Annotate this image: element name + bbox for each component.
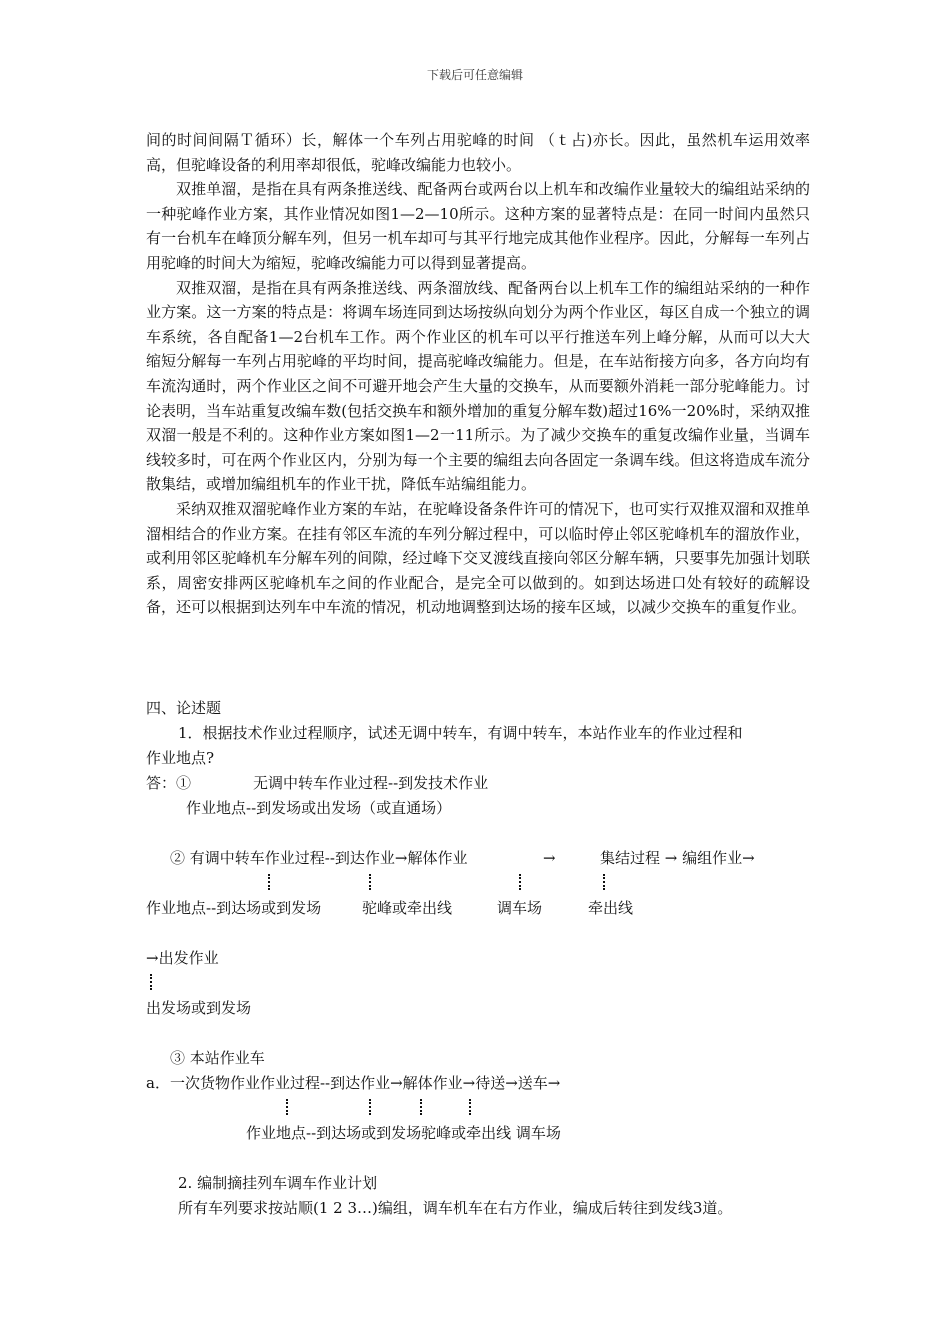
answer-2-location-4: 牵出线: [588, 899, 634, 917]
answer-2-location-3: 调车场: [497, 899, 543, 917]
paragraph-1: 间的时间间隔Ｔ循环）长，解体一个车列占用驼峰的时间 （ｔ占)亦长。因此，虽然机车运用效率高，但驼峰设备的利用率却很低，驼峰改编能力也较小。: [146, 131, 810, 174]
connector-dots: [603, 874, 605, 890]
answer-1-location: 作业地点--到发场或出发场（或直通场）: [186, 799, 452, 817]
question-1-line-1: 1．根据技术作业过程顺序，试述无调中转车，有调中转车，本站作业车的作业过程和: [178, 724, 743, 742]
answer-1-process: 无调中转车作业过程--到发技术作业: [253, 774, 489, 792]
question-2-title: 2. 编制摘挂列车调车作业计划: [178, 1174, 378, 1192]
answer-label: 答：①: [146, 774, 192, 792]
connector-dots: [469, 1099, 471, 1115]
paragraph-4: 采纳双推双溜驼峰作业方案的车站，在驼峰设备条件许可的情况下，也可实行双推双溜和双推单溜相结合的作业方案。在挂有邻区车流的车列分解过程中，可以临时停止邻区驼峰机车的溜放作业，或利用邻区驼峰机车分解车列的间隙，经过峰下交叉渡线直接向邻区分解车辆，只要事先加强计划联系，周密安排两区驼峰机车之间的作业配合，是完全可以做到的。如到达场进口处有较好的疏解设备，还可以根据到达列车中车流的情况，机动地调整到达场的接车区域，以减少交换车的重复作业。: [146, 499, 810, 617]
body-text: [146, 128, 810, 620]
question-2-text: 所有车列要求按站顺(1 2 3…)编组，调车机车在右方作业，编成后转往到发线3道。: [178, 1199, 733, 1217]
answer-2-location-1: 作业地点--到达场或到发场: [146, 899, 322, 917]
connector-dots: [268, 874, 270, 890]
answer-2-continuation-location: 出发场或到发场: [146, 999, 252, 1017]
connector-dots: [369, 874, 371, 890]
connector-dots: [519, 874, 521, 890]
page-header: 下载后可任意编辑: [426, 68, 523, 82]
question-1-line-2: 作业地点?: [146, 749, 215, 767]
paragraph-2: 双推单溜，是指在具有两条推送线、配备两台或两台以上机车和改编作业量较大的编组站采纳的一种驼峰作业方案，其作业情况如图1—2—10所示。这种方案的显著特点是：在同一时间内虽然只有一台机车在峰顶分解车列，但另一机车却可与其平行地完成其他作业程序。因此，分解每一车列占用驼峰的时间大为缩短，驼峰改编能力可以得到显著提高。: [146, 180, 810, 272]
answer-2-continuation: →出发作业: [146, 949, 219, 967]
paragraph-3: 双推双溜，是指在具有两条推送线、两条溜放线、配备两台以上机车工作的编组站采纳的一种作业方案。这一方案的特点是：将调车场连同到达场按纵向划分为两个作业区，每区自成一个独立的调车系统，各自配备1—2台机车工作。两个作业区的机车可以平行推送车列上峰分解，从而可以大大缩短分解每一车列占用驼峰的平均时间，提高驼峰改编能力。但是，在车站衔接方向多，各方向均有车流沟通时，两个作业区之间不可避开地会产生大量的交换车，从而要额外消耗一部分驼峰能力。讨论表明，当车站重复改编车数(包括交换车和额外增加的重复分解车数)超过16%一20%时，采纳双推双溜一般是不利的。这种作业方案如图1—2一11所示。为了减少交换车的重复改编作业量，当调车线较多时，可在两个作业区内，分别为每一个主要的编组去向各固定一条调车线。但这将造成车流分散集结，或增加编组机车的作业干扰，降低车站编组能力。: [146, 278, 810, 494]
answer-2-process-1: ② 有调中转车作业过程--到达作业→解体作业: [170, 849, 468, 867]
answer-2-process-2: 集结过程 → 编组作业→: [600, 849, 755, 867]
section-title: 四、论述题: [146, 699, 222, 717]
connector-dots: [286, 1099, 288, 1115]
connector-dots: [150, 974, 152, 990]
answer-2-location-2: 驼峰或牵出线: [362, 899, 453, 917]
answer-3-process: a．一次货物作业作业过程--到达作业→解体作业→待送→送车→: [146, 1074, 561, 1092]
answer-3-location: 作业地点--到达场或到发场驼峰或牵出线 调车场: [246, 1124, 561, 1142]
answer-2-arrow: →: [543, 849, 556, 867]
answer-3-title: ③ 本站作业车: [170, 1049, 265, 1067]
connector-dots: [369, 1099, 371, 1115]
connector-dots: [420, 1099, 422, 1115]
